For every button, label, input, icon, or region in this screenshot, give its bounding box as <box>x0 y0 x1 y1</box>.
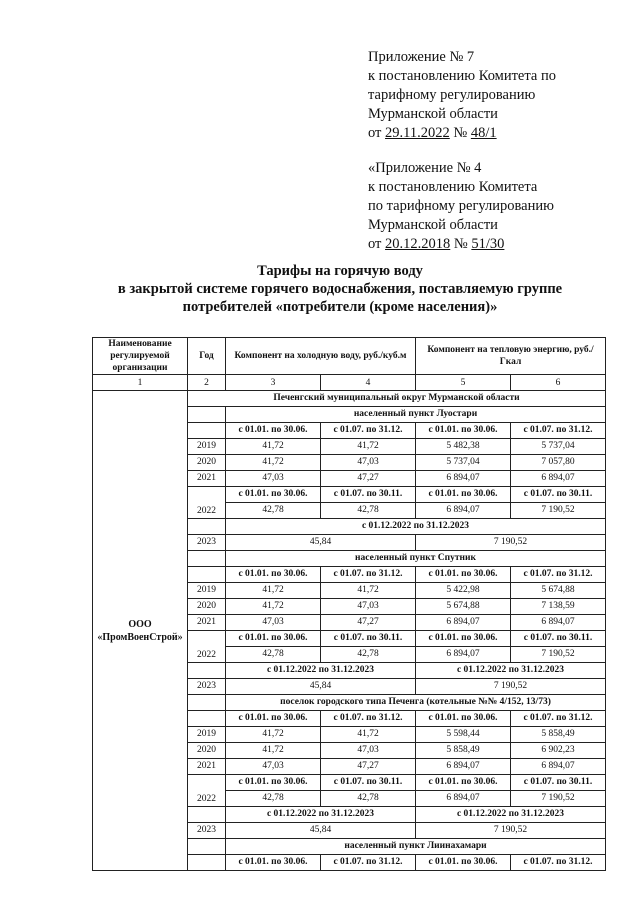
period-jul-dec: с 01.07. по 31.12. <box>321 567 416 583</box>
header-organization: Наименование регулируемой организации <box>93 338 188 375</box>
period-year-spacer <box>188 807 226 823</box>
appendix-7-from: от <box>368 125 386 141</box>
period-jan-jun: с 01.01. по 30.06. <box>226 775 321 791</box>
tariff-table-body <box>93 391 606 871</box>
tariff-value: 6 894,07 <box>511 759 606 775</box>
tariff-value: 47,03 <box>321 599 416 615</box>
tariff-value: 42,78 <box>321 503 416 519</box>
period-year-spacer: 2022 <box>188 631 226 663</box>
tariff-value: 47,03 <box>226 615 321 631</box>
tariff-value: 5 598,44 <box>416 727 511 743</box>
tariff-value: 42,78 <box>226 647 321 663</box>
col-number-1: 1 <box>93 375 188 391</box>
period-jul-dec: с 01.07. по 31.12. <box>511 711 606 727</box>
period-jul-nov: с 01.07. по 30.11. <box>511 487 606 503</box>
settlement-name: поселок городского типа Печенга (котельные №№ 4/152, 13/73) <box>226 695 606 711</box>
period-year-spacer <box>188 423 226 439</box>
year-cell: 2020 <box>188 455 226 471</box>
title-line1: Тарифы на горячую воду <box>257 263 423 279</box>
settlement-year-spacer <box>188 551 226 567</box>
appendix-4-line2: к постановлению Комитета <box>368 179 538 195</box>
tariff-value: 6 894,07 <box>511 471 606 487</box>
appendix-4-line4: Мурманской области <box>368 217 498 233</box>
tariff-value: 42,78 <box>226 503 321 519</box>
tariff-value: 42,78 <box>226 791 321 807</box>
tariff-value: 5 674,88 <box>416 599 511 615</box>
appendix-7-no: № <box>449 125 471 141</box>
title-line3: потребителей «потребители (кроме населения)» <box>182 299 498 315</box>
tariff-value: 6 894,07 <box>416 647 511 663</box>
period-jul-nov: с 01.07. по 30.11. <box>511 631 606 647</box>
tariff-value: 5 674,88 <box>511 583 606 599</box>
appendix-4-line5 <box>368 235 554 254</box>
col-number-6: 6 <box>511 375 606 391</box>
appendix-4-from: от <box>368 236 386 252</box>
appendix-4-date: 20.12.2018 <box>385 236 451 252</box>
tariff-value-cold: 45,84 <box>226 823 416 839</box>
district-name: Печенгский муниципальный округ Мурманской области <box>188 391 606 407</box>
tariff-value: 5 737,04 <box>416 455 511 471</box>
period-jan-jun: с 01.01. по 30.06. <box>416 487 511 503</box>
period-jul-nov: с 01.07. по 30.11. <box>321 631 416 647</box>
tariff-value: 5 422,98 <box>416 583 511 599</box>
period-jan-jun: с 01.01. по 30.06. <box>416 567 511 583</box>
tariff-value: 47,03 <box>226 759 321 775</box>
tariff-value: 7 190,52 <box>511 647 606 663</box>
tariff-value: 5 858,49 <box>511 727 606 743</box>
period-jul-dec: с 01.07. по 31.12. <box>321 423 416 439</box>
col-number-3: 3 <box>226 375 321 391</box>
period-jan-jun: с 01.01. по 30.06. <box>226 631 321 647</box>
tariff-value: 6 894,07 <box>511 615 606 631</box>
period-jul-dec: с 01.07. по 31.12. <box>511 855 606 871</box>
tariff-value: 5 482,38 <box>416 439 511 455</box>
col-number-2: 2 <box>188 375 226 391</box>
period-year-spacer: 2022 <box>188 487 226 519</box>
period-jul-nov: с 01.07. по 30.11. <box>511 775 606 791</box>
period-jul-dec: с 01.07. по 31.12. <box>321 855 416 871</box>
appendix-7-number: 48/1 <box>470 125 497 141</box>
period-year-spacer <box>188 711 226 727</box>
settlement-year-spacer <box>188 407 226 423</box>
tariff-value: 42,78 <box>321 647 416 663</box>
settlement-name: населенный пункт Луостари <box>226 407 606 423</box>
year-cell: 2019 <box>188 583 226 599</box>
tariff-value: 47,03 <box>321 455 416 471</box>
period-year-spacer <box>188 567 226 583</box>
period-dec2022-dec2023: с 01.12.2022 по 31.12.2023 <box>226 663 416 679</box>
year-cell: 2021 <box>188 471 226 487</box>
year-cell: 2021 <box>188 615 226 631</box>
tariff-value: 7 057,80 <box>511 455 606 471</box>
appendix-7-date: 29.11.2022 <box>385 125 450 141</box>
tariff-value: 41,72 <box>226 455 321 471</box>
tariff-value: 5 737,04 <box>511 439 606 455</box>
period-jan-jun: с 01.01. по 30.06. <box>226 711 321 727</box>
year-cell: 2020 <box>188 599 226 615</box>
period-jan-jun: с 01.01. по 30.06. <box>226 567 321 583</box>
tariff-value: 6 902,23 <box>511 743 606 759</box>
appendix-4-header <box>368 159 554 254</box>
tariff-value: 41,72 <box>226 583 321 599</box>
year-cell: 2023 <box>188 535 226 551</box>
title-line2: в закрытой системе горячего водоснабжения, поставляемую группе <box>117 281 563 297</box>
period-dec2022-dec2023: с 01.12.2022 по 31.12.2023 <box>416 807 606 823</box>
period-jul-nov: с 01.07. по 30.11. <box>321 487 416 503</box>
header-heat-energy: Компонент на тепловую энергию, руб./Гкал <box>416 338 606 375</box>
appendix-7-line2: к постановлению Комитета по <box>368 68 556 84</box>
settlement-name: населенный пункт Лиинахамари <box>226 839 606 855</box>
appendix-4-line1: «Приложение № 4 <box>368 160 482 176</box>
tariff-value-heat: 7 190,52 <box>416 535 606 551</box>
tariff-value: 41,72 <box>321 727 416 743</box>
appendix-7-line4: Мурманской области <box>368 106 498 122</box>
year-cell: 2021 <box>188 759 226 775</box>
appendix-4-no: № <box>450 236 472 252</box>
period-year-spacer: 2022 <box>188 775 226 807</box>
tariff-value: 7 190,52 <box>511 503 606 519</box>
appendix-4-number: 51/30 <box>471 236 505 252</box>
document-title <box>60 262 620 316</box>
tariff-value-heat: 7 190,52 <box>416 823 606 839</box>
tariff-value: 47,27 <box>321 471 416 487</box>
tariff-table <box>92 337 606 871</box>
period-jan-jun: с 01.01. по 30.06. <box>416 855 511 871</box>
year-cell: 2023 <box>188 679 226 695</box>
tariff-value: 7 138,59 <box>511 599 606 615</box>
settlement-name: населенный пункт Спутник <box>226 551 606 567</box>
period-jul-nov: с 01.07. по 30.11. <box>321 775 416 791</box>
tariff-value: 41,72 <box>226 727 321 743</box>
period-dec2022-dec2023: с 01.12.2022 по 31.12.2023 <box>226 807 416 823</box>
appendix-4-line3: по тарифному регулированию <box>368 198 554 214</box>
period-jan-jun: с 01.01. по 30.06. <box>416 423 511 439</box>
period-year-spacer <box>188 519 226 535</box>
period-jan-jun: с 01.01. по 30.06. <box>226 423 321 439</box>
tariff-value: 41,72 <box>226 439 321 455</box>
period-jan-jun: с 01.01. по 30.06. <box>416 631 511 647</box>
period-dec2022-dec2023: с 01.12.2022 по 31.12.2023 <box>416 663 606 679</box>
year-cell: 2023 <box>188 823 226 839</box>
col-number-4: 4 <box>321 375 416 391</box>
appendix-7-header <box>368 48 556 143</box>
tariff-value: 47,03 <box>226 471 321 487</box>
period-jan-jun: с 01.01. по 30.06. <box>226 855 321 871</box>
appendix-7-line1: Приложение № 7 <box>368 49 475 65</box>
organization-name: ООО «ПромВоенСтрой» <box>93 391 188 871</box>
tariff-value: 7 190,52 <box>511 791 606 807</box>
year-cell: 2019 <box>188 727 226 743</box>
period-year-spacer <box>188 855 226 871</box>
tariff-value: 6 894,07 <box>416 503 511 519</box>
tariff-value: 47,27 <box>321 615 416 631</box>
period-jan-jun: с 01.01. по 30.06. <box>416 711 511 727</box>
tariff-value: 6 894,07 <box>416 471 511 487</box>
year-cell: 2020 <box>188 743 226 759</box>
header-cold-water: Компонент на холодную воду, руб./куб.м <box>226 338 416 375</box>
tariff-value: 47,03 <box>321 743 416 759</box>
header-year: Год <box>188 338 226 375</box>
tariff-value-heat: 7 190,52 <box>416 679 606 695</box>
tariff-value: 41,72 <box>321 583 416 599</box>
col-number-5: 5 <box>416 375 511 391</box>
settlement-year-spacer <box>188 839 226 855</box>
period-jul-dec: с 01.07. по 31.12. <box>511 567 606 583</box>
period-dec2022-dec2023: с 01.12.2022 по 31.12.2023 <box>226 519 606 535</box>
period-jan-jun: с 01.01. по 30.06. <box>226 487 321 503</box>
tariff-value-cold: 45,84 <box>226 535 416 551</box>
tariff-value: 5 858,49 <box>416 743 511 759</box>
tariff-value: 41,72 <box>321 439 416 455</box>
tariff-value: 6 894,07 <box>416 615 511 631</box>
tariff-value-cold: 45,84 <box>226 679 416 695</box>
tariff-value: 47,27 <box>321 759 416 775</box>
tariff-value: 41,72 <box>226 743 321 759</box>
tariff-value: 6 894,07 <box>416 791 511 807</box>
settlement-year-spacer <box>188 695 226 711</box>
period-jul-dec: с 01.07. по 31.12. <box>321 711 416 727</box>
period-jul-dec: с 01.07. по 31.12. <box>511 423 606 439</box>
tariff-value: 6 894,07 <box>416 759 511 775</box>
year-cell: 2019 <box>188 439 226 455</box>
tariff-value: 42,78 <box>321 791 416 807</box>
appendix-7-line3: тарифному регулированию <box>368 87 536 103</box>
period-jan-jun: с 01.01. по 30.06. <box>416 775 511 791</box>
appendix-7-line5 <box>368 124 556 143</box>
tariff-value: 41,72 <box>226 599 321 615</box>
period-year-spacer <box>188 663 226 679</box>
